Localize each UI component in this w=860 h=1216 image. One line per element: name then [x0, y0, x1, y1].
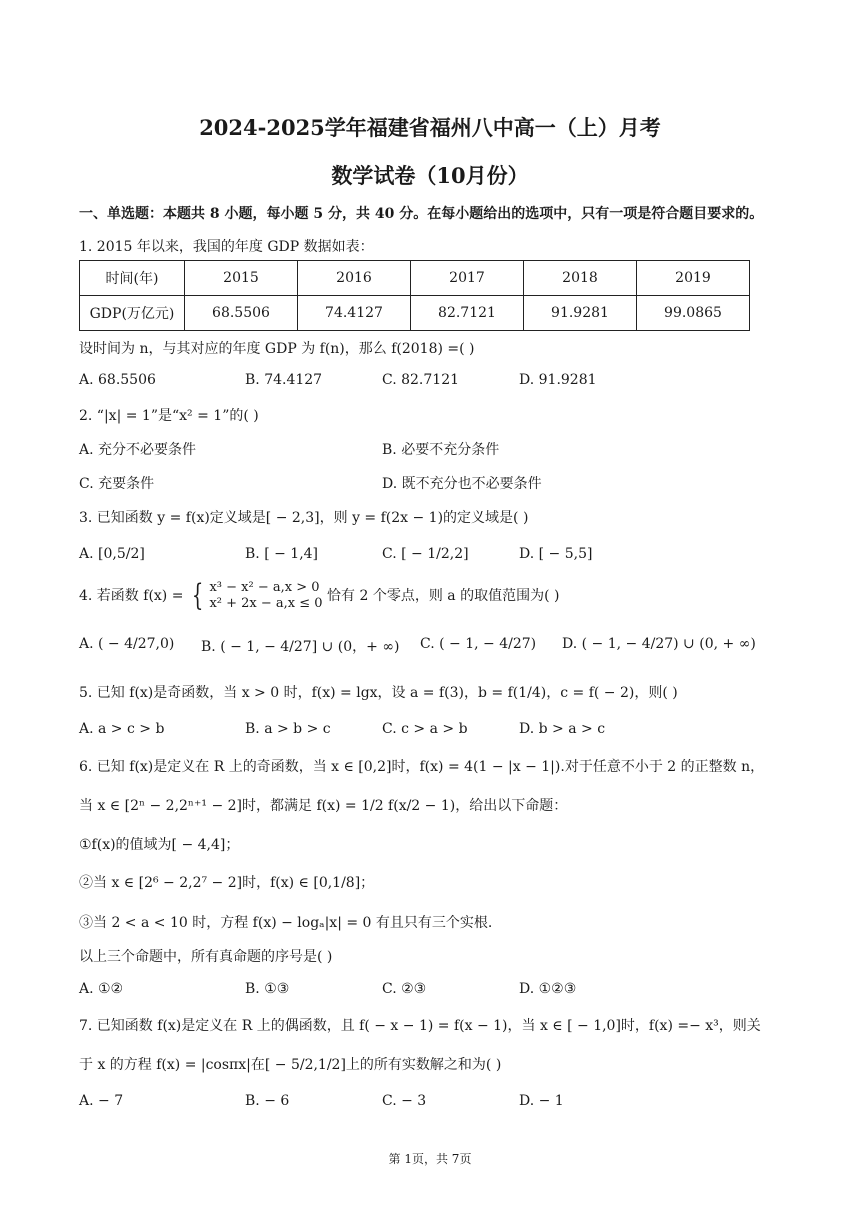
q5-option-d: D. b > a > c	[519, 721, 606, 737]
q4-option-b: B. ( − 1, − 4/27] ∪ (0，+ ∞)	[201, 639, 400, 655]
q6-option-d: D. ①②③	[519, 981, 577, 997]
table-cell: 74.4127	[298, 296, 411, 331]
q5-option-c: C. c > a > b	[382, 721, 468, 737]
q2-option-a: A. 充分不必要条件	[79, 442, 197, 458]
q4-option-a: A. ( − 4/27,0)	[79, 636, 175, 652]
q7-option-a: A. − 7	[79, 1093, 124, 1109]
q3-option-b: B. [ − 1,4]	[245, 546, 319, 562]
q4-stem-suffix: 恰有 2 个零点，则 a 的取值范围为( )	[327, 588, 560, 604]
piecewise-case-2: x² + 2x − a,x ≤ 0	[209, 596, 323, 611]
q6-proposition-2: ②当 x ∈ [2⁶ − 2,2⁷ − 2]时，f(x) ∈ [0,1/8]；	[79, 875, 375, 891]
q6-proposition-1: ①f(x)的值域为[ − 4,4]；	[79, 837, 240, 853]
row-header-year: 时间(年)	[80, 261, 185, 296]
q6-option-c: C. ②③	[382, 981, 427, 997]
table-cell: 2015	[185, 261, 298, 296]
table-cell: 2018	[524, 261, 637, 296]
q7-option-d: D. − 1	[519, 1093, 564, 1109]
question-1-stem: 1. 2015 年以来，我国的年度 GDP 数据如表：	[79, 239, 374, 255]
q7-option-c: C. − 3	[382, 1093, 427, 1109]
q3-option-c: C. [ − 1/2,2]	[382, 546, 469, 562]
question-7-stem-line2: 于 x 的方程 f(x) = |cosπx|在[ − 5/2,1/2]上的所有实数解之和为( )	[79, 1057, 502, 1073]
question-4-stem	[79, 580, 559, 612]
row-header-gdp: GDP(万亿元)	[80, 296, 185, 331]
q3-option-a: A. [0,5/2]	[79, 546, 145, 562]
q1-option-a: A. 68.5506	[79, 372, 156, 388]
exam-title: 2024-2025学年福建省福州八中高一（上）月考	[199, 115, 661, 140]
q4-option-d: D. ( − 1, − 4/27) ∪ (0, + ∞)	[562, 636, 756, 652]
question-6-stem-line2: 当 x ∈ [2ⁿ − 2,2ⁿ⁺¹ − 2]时，都满足 f(x) = 1/2 f(x/2 − 1)，给出以下命题：	[79, 798, 568, 814]
q6-option-a: A. ①②	[79, 981, 124, 997]
q2-option-b: B. 必要不充分条件	[382, 442, 500, 458]
table-cell: 68.5506	[185, 296, 298, 331]
q3-option-d: D. [ − 5,5]	[519, 546, 593, 562]
gdp-table	[79, 260, 750, 331]
brace-symbol: {	[191, 578, 204, 613]
q5-option-b: B. a > b > c	[245, 721, 331, 737]
table-cell: 91.9281	[524, 296, 637, 331]
q6-option-b: B. ①③	[245, 981, 290, 997]
table-cell: 2017	[411, 261, 524, 296]
q6-ask: 以上三个命题中，所有真命题的序号是( )	[79, 949, 333, 965]
page-footer: 第 1页，共 7页	[388, 1152, 472, 1166]
piecewise-cases	[209, 580, 322, 612]
q6-proposition-3: ③当 2 < a < 10 时，方程 f(x) − logₐ|x| = 0 有且只有三个实根.	[79, 915, 493, 931]
piecewise-case-1: x³ − x² − a,x > 0	[209, 580, 320, 595]
table-cell: 82.7121	[411, 296, 524, 331]
exam-subtitle: 数学试卷（10月份）	[331, 163, 529, 188]
table-cell: 99.0865	[637, 296, 750, 331]
question-7-stem-line1: 7. 已知函数 f(x)是定义在 R 上的偶函数，且 f( − x − 1) = f(x − 1)，当 x ∈ [ − 1,0]时，f(x) =− x³，则关	[79, 1018, 761, 1034]
table-row	[80, 296, 750, 331]
q4-option-c: C. ( − 1, − 4/27)	[420, 636, 537, 652]
table-row	[80, 261, 750, 296]
section-heading: 一、单选题：本题共 8 小题，每小题 5 分，共 40 分。在每小题给出的选项中，只有一项是符合题目要求的。	[79, 206, 764, 222]
table-cell: 2019	[637, 261, 750, 296]
question-2-stem: 2. “|x| = 1”是“x² = 1”的( )	[79, 408, 259, 424]
table-cell: 2016	[298, 261, 411, 296]
q2-option-c: C. 充要条件	[79, 476, 155, 492]
q1-option-b: B. 74.4127	[245, 372, 323, 388]
question-1-text: 设时间为 n，与其对应的年度 GDP 为 f(n)，那么 f(2018) =( )	[79, 341, 475, 357]
q1-option-c: C. 82.7121	[382, 372, 460, 388]
q1-option-d: D. 91.9281	[519, 372, 597, 388]
q5-option-a: A. a > c > b	[79, 721, 165, 737]
q7-option-b: B. − 6	[245, 1093, 290, 1109]
q2-option-d: D. 既不充分也不必要条件	[382, 476, 542, 492]
q4-stem-prefix: 4. 若函数 f(x) =	[79, 588, 184, 604]
question-5-stem: 5. 已知 f(x)是奇函数，当 x > 0 时，f(x) = lgx，设 a = f(3)，b = f(1/4)，c = f( − 2)，则( )	[79, 685, 678, 701]
question-3-stem: 3. 已知函数 y = f(x)定义域是[ − 2,3]，则 y = f(2x − 1)的定义域是( )	[79, 510, 529, 526]
question-6-stem-line1: 6. 已知 f(x)是定义在 R 上的奇函数，当 x ∈ [0,2]时，f(x) = 4(1 − |x − 1|).对于任意不小于 2 的正整数 n，	[79, 759, 765, 775]
